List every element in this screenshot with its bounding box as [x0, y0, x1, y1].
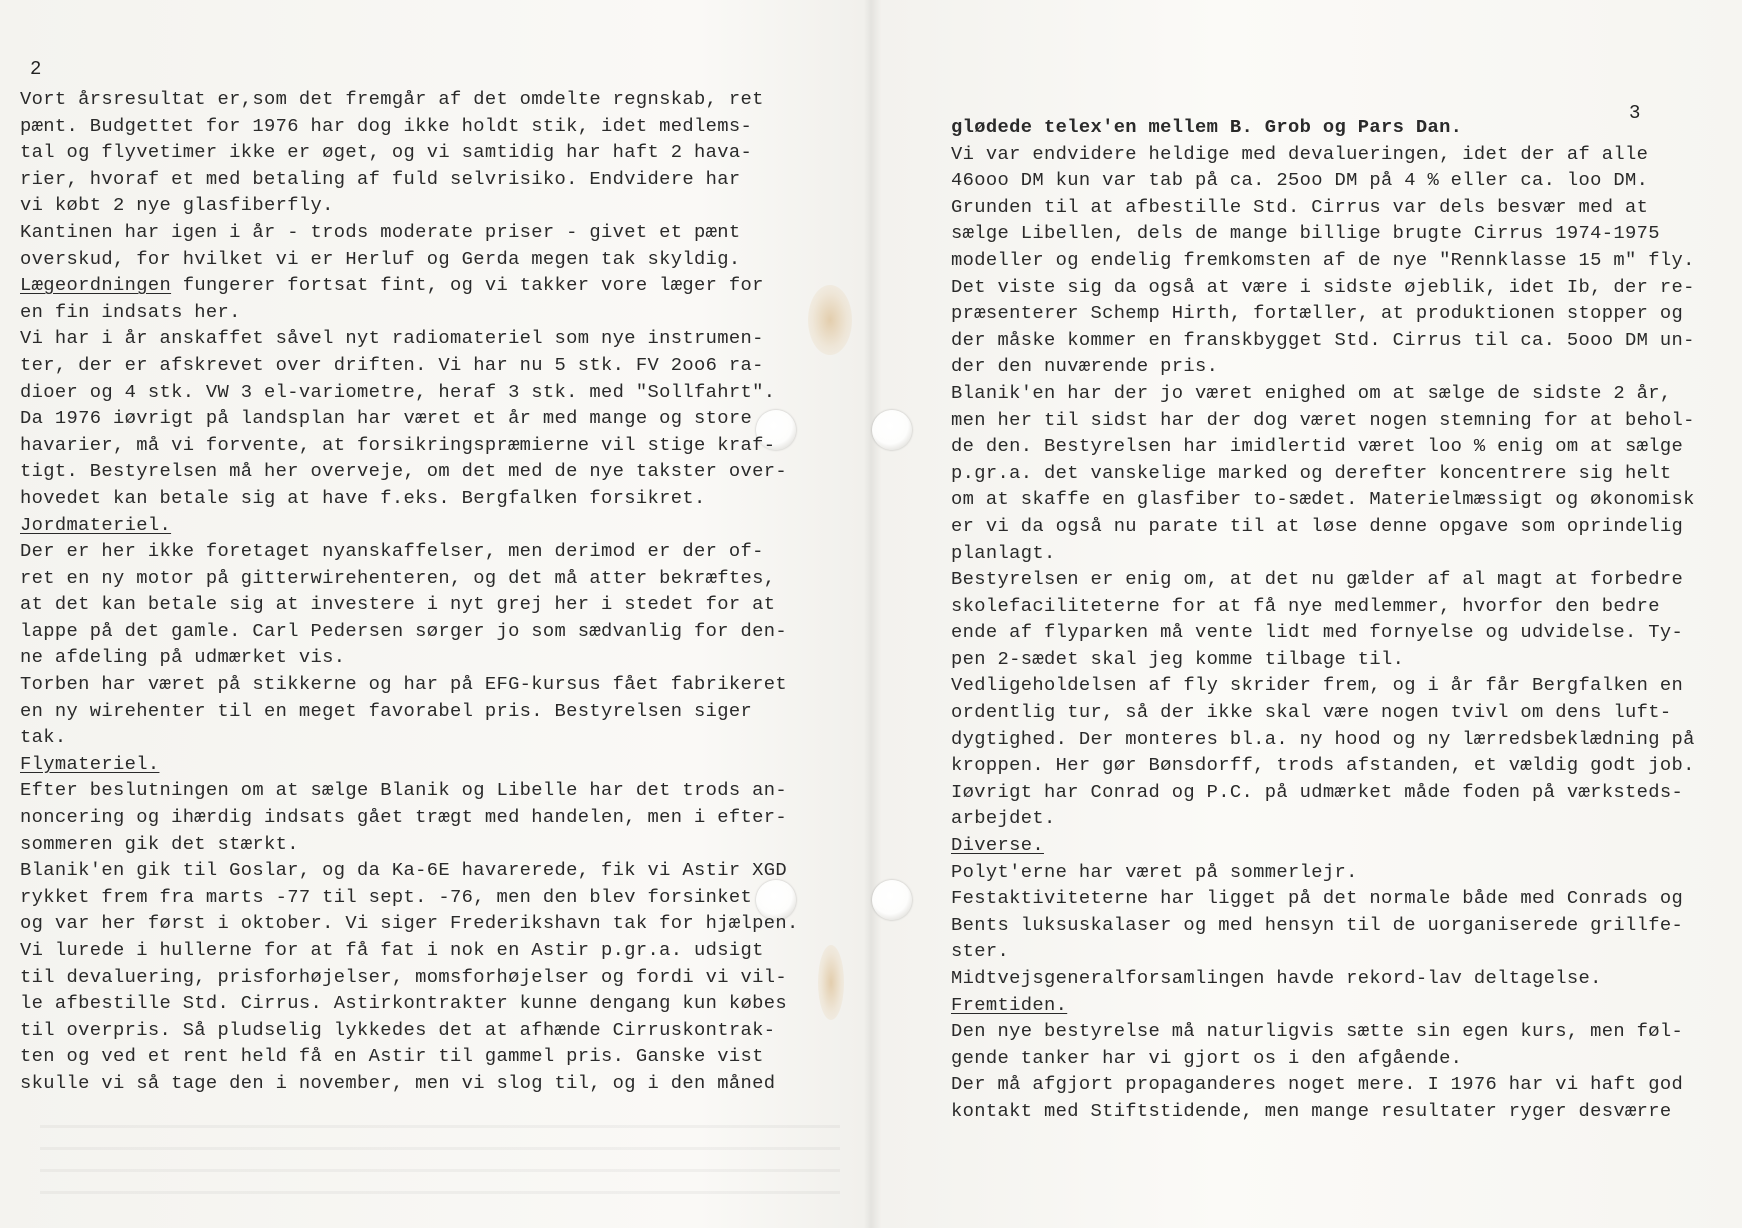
text-line: overskud, for hvilket vi er Herluf og Gerda megen tak skyldig. [20, 247, 741, 270]
text-line: kroppen. Her gør Bønsdorff, trods afstanden, et vældig godt job. [951, 754, 1695, 777]
left-page [0, 0, 860, 1228]
text-line: sælge Libellen, dels de mange billige brugte Cirrus 1974-1975 [951, 222, 1660, 245]
text-line: tigt. Bestyrelsen må her overveje, om det med de nye takster over- [20, 460, 787, 483]
text-line: Da 1976 iøvrigt på landsplan har været et år med mange og store [20, 407, 753, 430]
text-line: Efter beslutningen om at sælge Blanik og Libelle har det trods an- [20, 779, 787, 802]
text-line: Det viste sig da også at være i sidste øjeblik, idet Ib, der re- [951, 275, 1695, 298]
text-line: præsenterer Schemp Hirth, fortæller, at produktionen stopper og [951, 302, 1684, 325]
page-number: 3 [1629, 102, 1641, 124]
text-line: Torben har været på stikkerne og har på EFG-kursus fået fabrikeret [20, 673, 787, 696]
text-line: le afbestille Std. Cirrus. Astirkontrakter kunne dengang kun købes [20, 992, 787, 1015]
text-line: ter, der er afskrevet over driften. Vi har nu 5 stk. FV 2oo6 ra- [20, 353, 764, 376]
page-number: 2 [30, 58, 42, 80]
text-line: 46ooo DM kun var tab på ca. 25oo DM på 4 % eller ca. loo DM. [951, 169, 1649, 192]
text-line: til overpris. Så pludselig lykkedes det at afhænde Cirruskontrak- [20, 1018, 776, 1041]
text-line: lappe på det gamle. Carl Pedersen sørger jo som sædvanlig for den- [20, 619, 787, 642]
text-line: arbejdet. [951, 807, 1056, 830]
text-line: p.gr.a. det vanskelige marked og derefter koncentrere sig helt [951, 461, 1672, 484]
text-line: Der er her ikke foretaget nyanskaffelser, men derimod er der of- [20, 540, 764, 563]
section-heading [951, 992, 1695, 1019]
section-heading [951, 832, 1695, 859]
text-line: der måske kommer en franskbygget Std. Cirrus til ca. 5ooo DM un- [951, 328, 1695, 351]
text-line: kontakt med Stiftstidende, men mange resultater ryger desværre [951, 1099, 1672, 1122]
text-line: hovedet kan betale sig at have f.eks. Bergfalken forsikret. [20, 486, 706, 509]
section-heading [20, 512, 799, 539]
text-line: Vi lurede i hullerne for at få fat i nok en Astir p.gr.a. udsigt [20, 939, 764, 961]
text-line: ende af flyparken må vente lidt med fornyelse og udvidelse. Ty- [951, 621, 1684, 644]
text-line: der den nuværende pris. [951, 355, 1219, 378]
text-line: en ny wirehenter til en meget favorabel pris. Bestyrelsen siger [20, 699, 753, 722]
text-line: Midtvejsgeneralforsamlingen havde rekord-lav deltagelse. [951, 967, 1602, 989]
line-rest: fungerer fortsat fint, og vi takker vore læger for [171, 274, 764, 297]
text-line: Vi har i år anskaffet såvel nyt radiomateriel som nye instrumen- [20, 327, 764, 350]
text-line: modeller og endelig fremkomsten af de nye "Rennklasse 15 m" fly. [951, 248, 1695, 271]
text-line: Festaktiviteterne har ligget på det normale både med Conrads og [951, 887, 1684, 910]
text-line: glødede telex'en mellem B. Grob og Pars Dan. [951, 116, 1463, 138]
text-line: Polyt'erne har været på sommerlejr. [951, 860, 1358, 883]
text-line: skolefaciliteterne for at få nye medlemmer, hvorfor den bedre [951, 594, 1660, 617]
text-line: de den. Bestyrelsen har imidlertid været loo % enig om at sælge [951, 435, 1684, 458]
text-line: Iøvrigt har Conrad og P.C. på udmærket måde foden på værksteds- [951, 780, 1684, 803]
section-heading-text: Fremtiden. [951, 993, 1068, 1016]
text-line: sommeren gik det stærkt. [20, 832, 299, 855]
text-line: Kantinen har igen i år - trods moderate priser - givet et pænt [20, 220, 741, 243]
text-line: tal og flyvetimer ikke er øget, og vi samtidig har haft 2 hava- [20, 141, 753, 164]
text-line: skulle vi så tage den i november, men vi slog til, og i den måned [20, 1071, 776, 1094]
text-line: pen 2-sædet skal jeg komme tilbage til. [951, 647, 1405, 670]
text-line: Blanik'en har der jo været enighed om at sælge de sidste 2 år, [951, 381, 1672, 404]
section-heading-text: Diverse. [951, 834, 1044, 857]
right-page [871, 0, 1742, 1228]
text-line: Grunden til at afbestille Std. Cirrus var dels besvær med at [951, 195, 1649, 218]
text-line: ret en ny motor på gitterwirehenteren, og det må atter bekræftes, [20, 566, 776, 589]
text-line: Bents luksuskalaser og med hensyn til de uorganiserede grillfe- [951, 913, 1684, 936]
text-line: ordentlig tur, så der ikke skal være nogen tvivl om dens luft- [951, 701, 1672, 724]
text-line: er vi da også nu parate til at løse denne opgave som oprindelig [951, 514, 1684, 537]
text-line: Blanik'en gik til Goslar, og da Ka-6E havarerede, fik vi Astir XGD [20, 859, 787, 882]
text-line: planlagt. [951, 541, 1056, 564]
underlined-lead: Lægeordningen [20, 274, 172, 297]
text-line: Vi var endvidere heldige med devalueringen, idet der af alle [951, 142, 1649, 165]
text-line: Vedligeholdelsen af fly skrider frem, og i år får Bergfalken en [951, 674, 1684, 697]
text-line: dioer og 4 stk. VW 3 el-variometre, heraf 3 stk. med "Sollfahrt". [20, 380, 776, 403]
text-line: tak. [20, 726, 67, 749]
text-line: dygtighed. Der monteres bl.a. ny hood og ny lærredsbeklædning på [951, 727, 1695, 750]
text-line: en fin indsats her. [20, 300, 241, 323]
text-line: rykket frem fra marts -77 til sept. -76, men den blev forsinket [20, 885, 753, 908]
text-line: havarier, må vi forvente, at forsikringspræmierne vil stige kraf- [20, 433, 776, 456]
text-line: Der må afgjort propaganderes noget mere. I 1976 har vi haft god [951, 1073, 1684, 1096]
text-line: og var her først i oktober. Vi siger Frederikshavn tak for hjælpen. [20, 912, 799, 935]
text-line: vi købt 2 nye glasfiberfly. [20, 194, 334, 217]
text-line: Bestyrelsen er enig om, at det nu gælder af al magt at forbedre [951, 568, 1684, 591]
section-heading-text: Jordmateriel. [20, 513, 172, 536]
text-line: ster. [951, 940, 1010, 963]
text-line: ne afdeling på udmærket vis. [20, 646, 346, 669]
section-heading-text: Flymateriel. [20, 752, 160, 775]
text-line: til devaluering, prisforhøjelser, momsforhøjelser og fordi vi vil- [20, 965, 787, 988]
text-line: rier, hvoraf et med betaling af fuld selvrisiko. Endvidere har [20, 167, 741, 190]
text-line: men her til sidst har der dog været nogen stemning for at behol- [951, 408, 1695, 431]
right-page-text [951, 114, 1695, 1125]
text-line: gende tanker har vi gjort os i den afgående. [951, 1046, 1463, 1069]
text-line: at det kan betale sig at investere i nyt grej her i stedet for at [20, 593, 776, 616]
text-line: Den nye bestyrelse må naturligvis sætte sin egen kurs, men føl- [951, 1020, 1684, 1043]
text-line: om at skaffe en glasfiber to-sædet. Materielmæssigt og økonomisk [951, 488, 1695, 511]
text-line: pænt. Budgettet for 1976 har dog ikke holdt stik, idet medlems- [20, 114, 753, 137]
text-line: Vort årsresultat er,som det fremgår af det omdelte regnskab, ret [20, 88, 764, 110]
text-line: noncering og ihærdig indsats gået trægt med handelen, men i efter- [20, 806, 787, 829]
section-heading [20, 751, 799, 778]
left-page-text [20, 86, 799, 1097]
text-line: ten og ved et rent held få en Astir til gammel pris. Ganske vist [20, 1045, 764, 1068]
text-line [20, 272, 799, 299]
